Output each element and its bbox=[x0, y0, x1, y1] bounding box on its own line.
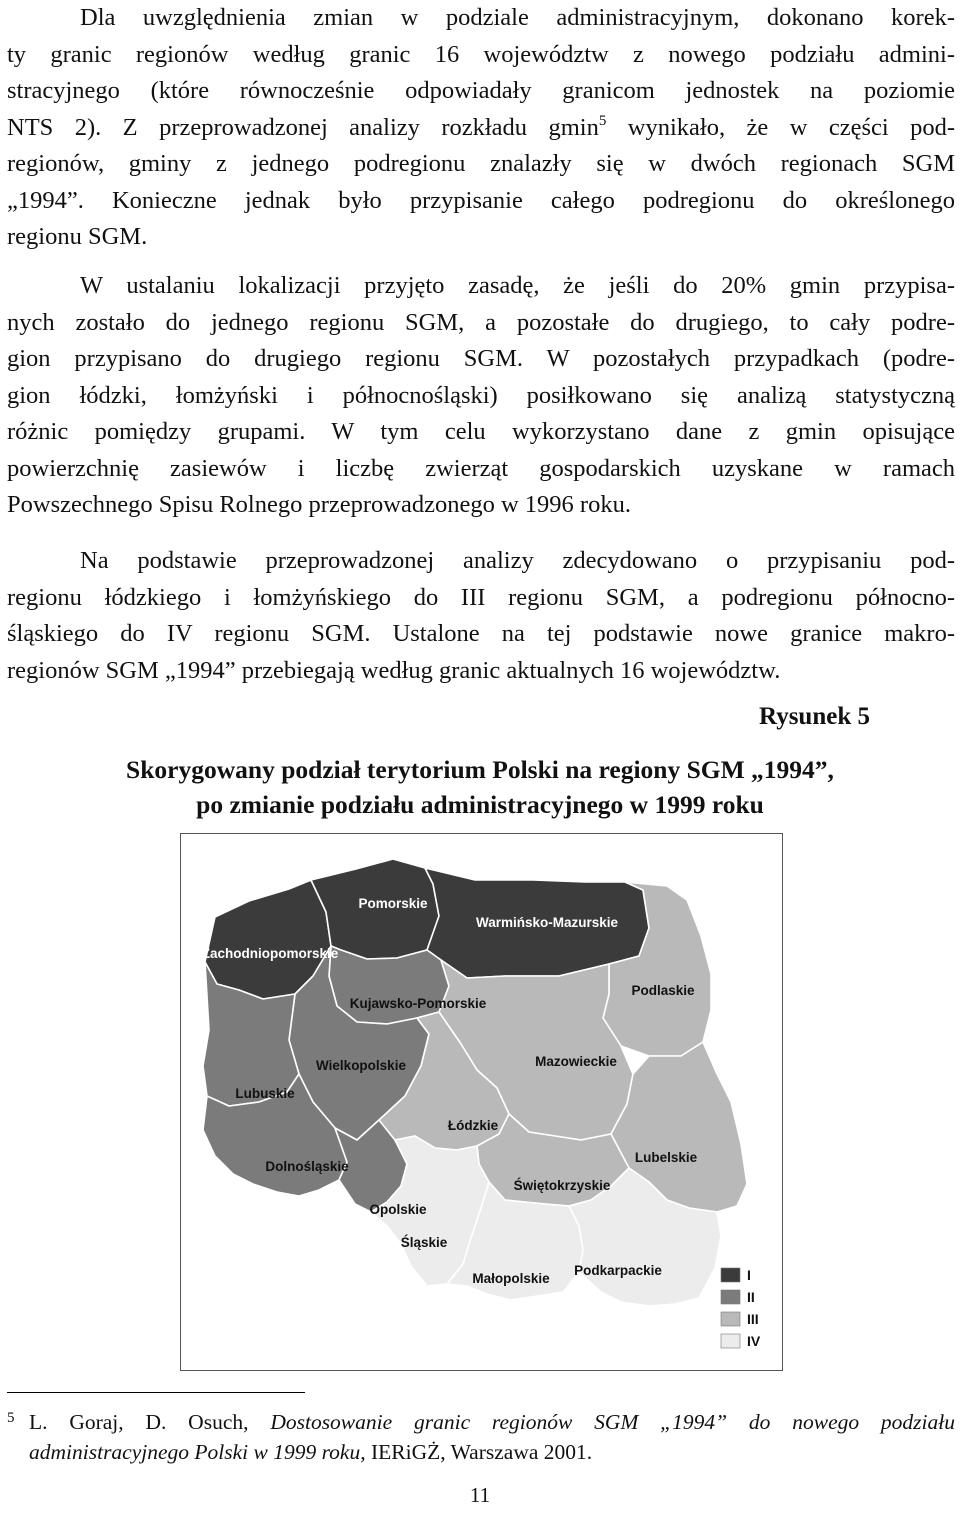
paragraph-1 bbox=[7, 0, 955, 256]
label-dolnoslaskie: Dolnośląskie bbox=[265, 1159, 349, 1174]
legend-swatch-i bbox=[721, 1268, 740, 1282]
label-kujawsko-pomorskie: Kujawsko-Pomorskie bbox=[349, 996, 487, 1011]
paragraph-line: „1994”. Konieczne jednak było przypisanie całego podregionu do określonego bbox=[7, 186, 955, 214]
label-warminsko-mazurskie: Warmińsko-Mazurskie bbox=[475, 915, 619, 930]
legend-label-iv: IV bbox=[747, 1333, 761, 1349]
poland-regions-map bbox=[181, 834, 782, 1370]
paragraph-2 bbox=[7, 268, 955, 524]
legend-swatch-iv bbox=[721, 1334, 740, 1348]
legend-label-iii: III bbox=[747, 1311, 759, 1327]
figure-title-line-1: Skorygowany podział terytorium Polski na regiony SGM „1994”, bbox=[126, 755, 834, 784]
label-zachodniopomorskie: Zachodniopomorskie bbox=[201, 946, 339, 961]
paragraph-text: NTS 2). Z przeprowadzonej analizy rozkładu gmin bbox=[7, 113, 599, 141]
label-lubuskie: Lubuskie bbox=[235, 1086, 295, 1101]
paragraph-line: ty granic regionów według granic 16 województw z nowego podziału admini- bbox=[7, 40, 955, 68]
label-lubelskie: Lubelskie bbox=[634, 1150, 698, 1165]
label-swietokrzyskie: Świętokrzyskie bbox=[513, 1178, 611, 1193]
paragraph-line: różnic pomiędzy grupami. W tym celu wykorzystano dane z gmin opisujące bbox=[7, 418, 955, 445]
footnote bbox=[7, 1407, 955, 1467]
label-wielkopolskie: Wielkopolskie bbox=[316, 1058, 406, 1073]
paragraph-line: śląskiego do IV regionu SGM. Ustalone na tej podstawie nowe granice makro- bbox=[7, 620, 955, 647]
label-lodzkie: Łódzkie bbox=[447, 1118, 499, 1133]
paragraph-line: powierzchnię zasiewów i liczbę zwierząt gospodarskich uzyskane w ramach bbox=[7, 454, 955, 482]
paragraph-line: Powszechnego Spisu Rolnego przeprowadzonego w 1996 roku. bbox=[7, 491, 631, 518]
paragraph-line: gion przypisano do drugiego regionu SGM. W pozostałych przypadkach (podre- bbox=[7, 345, 955, 372]
paragraph-line: W ustalaniu lokalizacji przyjęto zasadę, że jeśli do 20% gmin przypisa- bbox=[80, 272, 955, 299]
footnote-publisher: IERiGŻ, Warszawa 2001. bbox=[365, 1440, 593, 1464]
footnote-title: Dostosowanie granic regionów SGM „1994” do nowego podziału bbox=[270, 1410, 955, 1434]
paragraph-line: regionów, gminy z jednego podregionu znalazły się w dwóch regionach SGM bbox=[7, 150, 955, 177]
legend-swatch-ii bbox=[721, 1290, 740, 1304]
footnote-title-cont: administracyjnego Polski w 1999 roku, bbox=[29, 1440, 366, 1464]
label-podlaskie: Podlaskie bbox=[631, 983, 695, 998]
footnote-separator bbox=[7, 1392, 305, 1393]
figure-label: Rysunek 5 bbox=[759, 703, 870, 730]
legend-label-ii: II bbox=[747, 1289, 755, 1305]
paragraph-text: wynikało, że w części pod- bbox=[606, 113, 955, 141]
figure-title-line-2: po zmianie podziału administracyjnego w 1999 roku bbox=[196, 790, 764, 819]
label-mazowieckie: Mazowieckie bbox=[535, 1054, 617, 1069]
label-pomorskie: Pomorskie bbox=[358, 896, 428, 911]
paragraph-line: regionów SGM „1994” przebiegają według granic aktualnych 16 województw. bbox=[7, 656, 781, 684]
label-podkarpackie: Podkarpackie bbox=[574, 1263, 662, 1278]
paragraph-line: nych zostało do jednego regionu SGM, a pozostałe do drugiego, to cały podre- bbox=[7, 308, 955, 336]
footnote-line-2 bbox=[7, 1437, 955, 1467]
paragraph-3 bbox=[7, 543, 955, 689]
footnote-authors: L. Goraj, D. Osuch, bbox=[29, 1410, 271, 1434]
map-legend bbox=[721, 1267, 761, 1349]
paragraph-line bbox=[7, 110, 955, 147]
region-kujawsko-pomorskie bbox=[329, 946, 449, 1024]
label-malopolskie: Małopolskie bbox=[472, 1271, 550, 1286]
paragraph-line: regionu łódzkiego i łomżyńskiego do III regionu SGM, a podregionu północno- bbox=[7, 583, 955, 611]
label-slaskie: Śląskie bbox=[400, 1235, 448, 1250]
footnote-reference[interactable]: 5 bbox=[598, 112, 607, 129]
footnote-number: 5 bbox=[7, 1410, 15, 1426]
paragraph-line: Dla uwzględnienia zmian w podziale administracyjnym, dokonano korek- bbox=[80, 4, 955, 31]
map-figure bbox=[180, 833, 783, 1371]
paragraph-line: regionu SGM. bbox=[7, 223, 148, 250]
paragraph-line: Na podstawie przeprowadzonej analizy zdecydowano o przypisaniu pod- bbox=[80, 547, 955, 574]
label-opolskie: Opolskie bbox=[369, 1202, 427, 1217]
paragraph-line: gion łódzki, łomżyński i północnośląski) posiłkowano się analizą statystyczną bbox=[7, 381, 955, 409]
legend-swatch-iii bbox=[721, 1312, 740, 1326]
footnote-line-1 bbox=[7, 1407, 955, 1437]
figure-title bbox=[0, 752, 960, 822]
legend-label-i: I bbox=[747, 1267, 751, 1283]
page-number: 11 bbox=[469, 1483, 491, 1507]
paragraph-line: stracyjnego (które równocześnie odpowiadały granicom jednostek na poziomie bbox=[7, 77, 955, 104]
